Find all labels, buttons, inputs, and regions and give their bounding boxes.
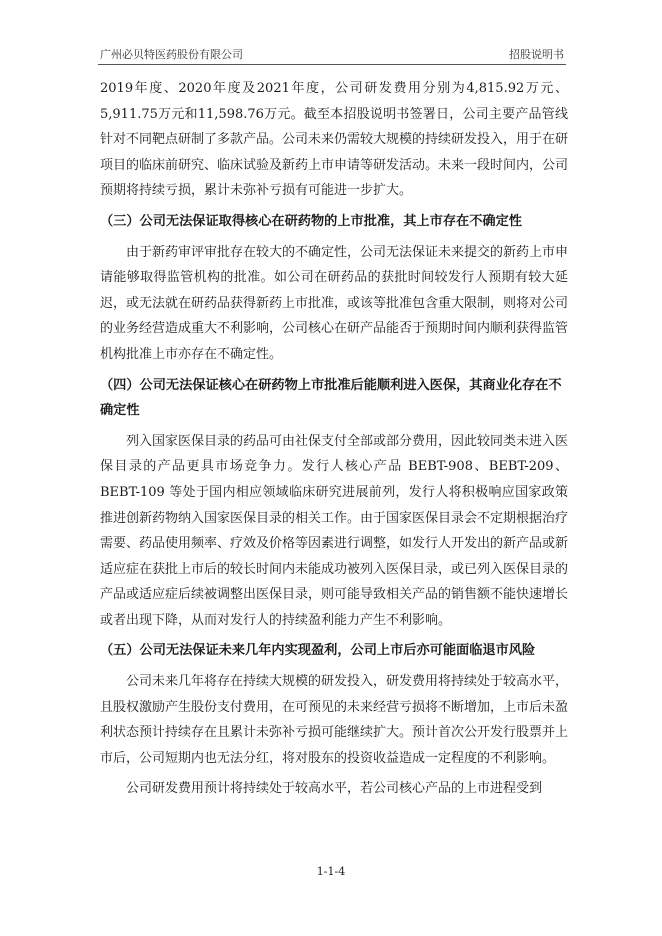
section-heading-5: （五）公司无法保证未来几年内实现盈利，公司上市后亦可能面临退市风险 xyxy=(100,643,536,659)
section-heading-4: （四）公司无法保证核心在研药物上市批准后能顺利进入医保，其商业化存在不确定性 xyxy=(100,377,562,419)
page-number: 1-1-4 xyxy=(316,865,346,878)
paragraph-medical-insurance: 列入国家医保目录的药品可由社保支付全部或部分费用，因此较同类未进入医保目录的产品更具市场竞争力。发行人核心产品 BEBT-908、BEBT-209、BEBT-109 等处于国内相应领域临床研究进展前列，发行人将积极响应国家政策推进创新药物纳入国家医保目录的相关工作。由于国家医保目录会不定期根据治疗需要、药品使用频率、疗效及价格等因素进行调整，如发行人开发出的新产品或新适应症在获批上市后的较长时间内未能成功被列入医保目录，或已列入医保目录的产品或适应症后续被调整出医保目录，则可能导致相关产品的销售额不能快速增长或者出现下降，从而对发行人的持续盈利能力产生不利影响。 xyxy=(100,433,569,628)
page-header xyxy=(98,44,566,65)
company-name: 广州必贝特医药股份有限公司 xyxy=(100,48,243,61)
section-heading-3: （三）公司无法保证取得核心在研药物的上市批准，其上市存在不确定性 xyxy=(100,213,522,229)
document-body xyxy=(100,76,568,807)
paragraph-approval-uncertainty: 由于新药审评审批存在较大的不确定性，公司无法保证未来提交的新药上市申请能够取得监管机构的批准。如公司在研药品的获批时间较发行人预期有较大延迟，或无法就在研药品获得新药上市批准，或该等批准包含重大限制，则将对公司的业务经营造成重大不利影响，公司核心在研产品能否于预期时间内顺利获得监管机构批准上市亦存在不确定性。 xyxy=(100,244,569,362)
paragraph-profitability: 公司未来几年将存在持续大规模的研发投入，研发费用将持续处于较高水平，且股权激励产生股份支付费用，在可预见的未来经营亏损将不断增加，上市后未盈利状态预计持续存在且累计未弥补亏损可能继续扩大。预计首次公开发行股票并上市后，公司短期内也无法分红，将对股东的投资收益造成一定程度的不利影响。 xyxy=(100,674,569,766)
document-type: 招股说明书 xyxy=(509,48,564,61)
paragraph-rd-level: 公司研发费用预计将持续处于较高水平，若公司核心产品的上市进程受到 xyxy=(126,781,543,797)
paragraph-rd-expenses: 2019年度、2020年度及2021年度，公司研发费用分别为4,815.92万元、5,911.75万元和11,598.76万元。截至本招股说明书签署日，公司主要产品管线针对不同靶点研制了多款产品。公司未来仍需较大规模的持续研发投入，用于在研项目的临床前研究、临床试验及新药上市申请等研发活动。未来一段时间内，公司预期将持续亏损，累计未弥补亏损有可能进一步扩大。 xyxy=(100,81,569,199)
